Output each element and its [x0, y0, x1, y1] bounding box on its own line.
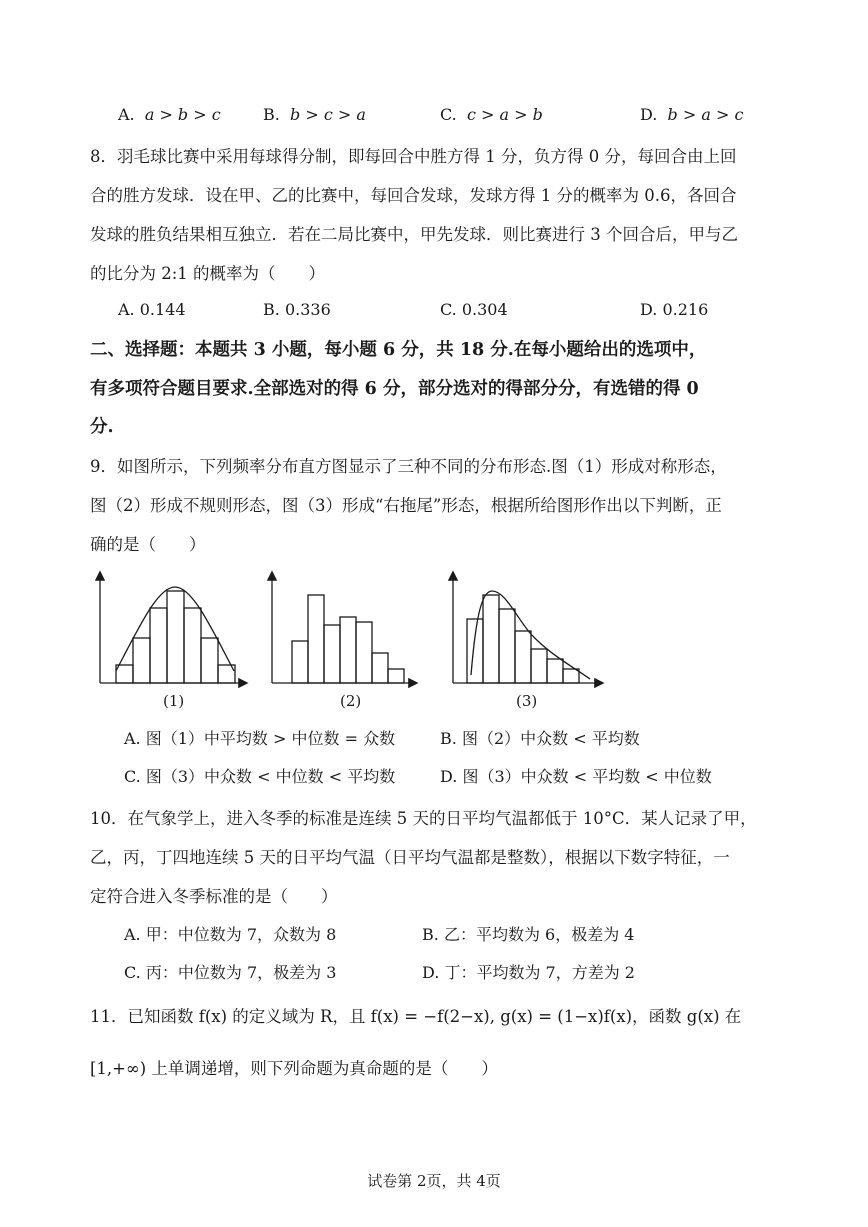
q9-option-b: B. 图（2）中众数 < 平均数: [440, 729, 640, 748]
q9-line-1: 9．如图所示，下列频率分布直方图显示了三种不同的分布形态.图（1）形成对称形态，: [90, 457, 727, 476]
q8-line-3: 发球的胜负结果相互独立．若在二局比赛中，甲先发球．则比赛进行 3 个回合后，甲与乙: [90, 225, 738, 244]
section2-line-2: 有多项符合题目要求.全部选对的得 6 分，部分选对的得部分分，有选错的得 0: [90, 379, 699, 399]
q10-line-3: 定符合进入冬季标准的是（ ）: [90, 887, 338, 906]
q8-option-d: D. 0.216: [640, 300, 709, 319]
q9-line-3: 确的是（ ）: [90, 535, 206, 554]
page-footer: 试卷第 2页，共 4页: [367, 1172, 501, 1190]
q8-line-2: 合的胜方发球．设在甲、乙的比赛中，每回合发球，发球方得 1 分的概率为 0.6，各回合: [90, 186, 737, 205]
section2-line-3: 分.: [90, 417, 114, 437]
q9-option-a: A. 图（1）中平均数 > 中位数 = 众数: [124, 729, 396, 748]
q8-option-b: B. 0.336: [263, 300, 331, 319]
q7-option-a: A. a > b > c: [118, 105, 221, 124]
q9-line-2: 图（2）形成不规则形态，图（3）形成“右拖尾”形态，根据所给图形作出以下判断，正: [90, 496, 722, 515]
q10-option-a: A. 甲：中位数为 7，众数为 8: [124, 925, 337, 944]
q10-line-2: 乙，丙，丁四地连续 5 天的日平均气温（日平均气温都是整数），根据以下数字特征，一: [90, 848, 730, 867]
q7-option-c: C. c > a > b: [440, 105, 543, 124]
q10-option-d: D. 丁：平均数为 7，方差为 2: [422, 963, 635, 982]
q11-line-1: 11．已知函数 f(x) 的定义域为 R，且 f(x) = −f(2−x), g(x) = (1−x)f(x)，函数 g(x) 在: [90, 1007, 742, 1026]
figure-label-1: (1): [163, 692, 185, 710]
q7-option-b: B. b > c > a: [263, 105, 366, 124]
q8-line-1: 8．羽毛球比赛中采用每球得分制，即每回合中胜方得 1 分，负方得 0 分，每回合由上回: [90, 147, 737, 166]
histogram-figures: [0, 565, 868, 715]
q7-option-d: D. b > a > c: [640, 105, 744, 124]
figure-label-2: (2): [340, 692, 362, 710]
q10-line-1: 10．在气象学上，进入冬季的标准是连续 5 天的日平均气温都低于 10°C．某人记录了甲，: [90, 809, 757, 828]
histogram-1: [100, 573, 246, 683]
q8-line-4: 的比分为 2:1 的概率为（ ）: [90, 264, 326, 283]
figure-label-3: (3): [516, 692, 538, 710]
section2-line-1: 二、选择题：本题共 3 小题，每小题 6 分，共 18 分.在每小题给出的选项中，: [90, 340, 707, 360]
q9-option-d: D. 图（3）中众数 < 平均数 < 中位数: [440, 767, 712, 786]
q8-option-a: A. 0.144: [118, 300, 186, 319]
histogram-2: [272, 573, 416, 683]
q9-option-c: C. 图（3）中众数 < 中位数 < 平均数: [124, 767, 396, 786]
q11-line-2: [1,+∞) 上单调递增，则下列命题为真命题的是（ ）: [90, 1059, 498, 1078]
q8-option-c: C. 0.304: [440, 300, 508, 319]
q10-option-c: C. 丙：中位数为 7，极差为 3: [124, 963, 337, 982]
q10-option-b: B. 乙：平均数为 6，极差为 4: [422, 925, 635, 944]
histogram-3: [453, 573, 602, 683]
